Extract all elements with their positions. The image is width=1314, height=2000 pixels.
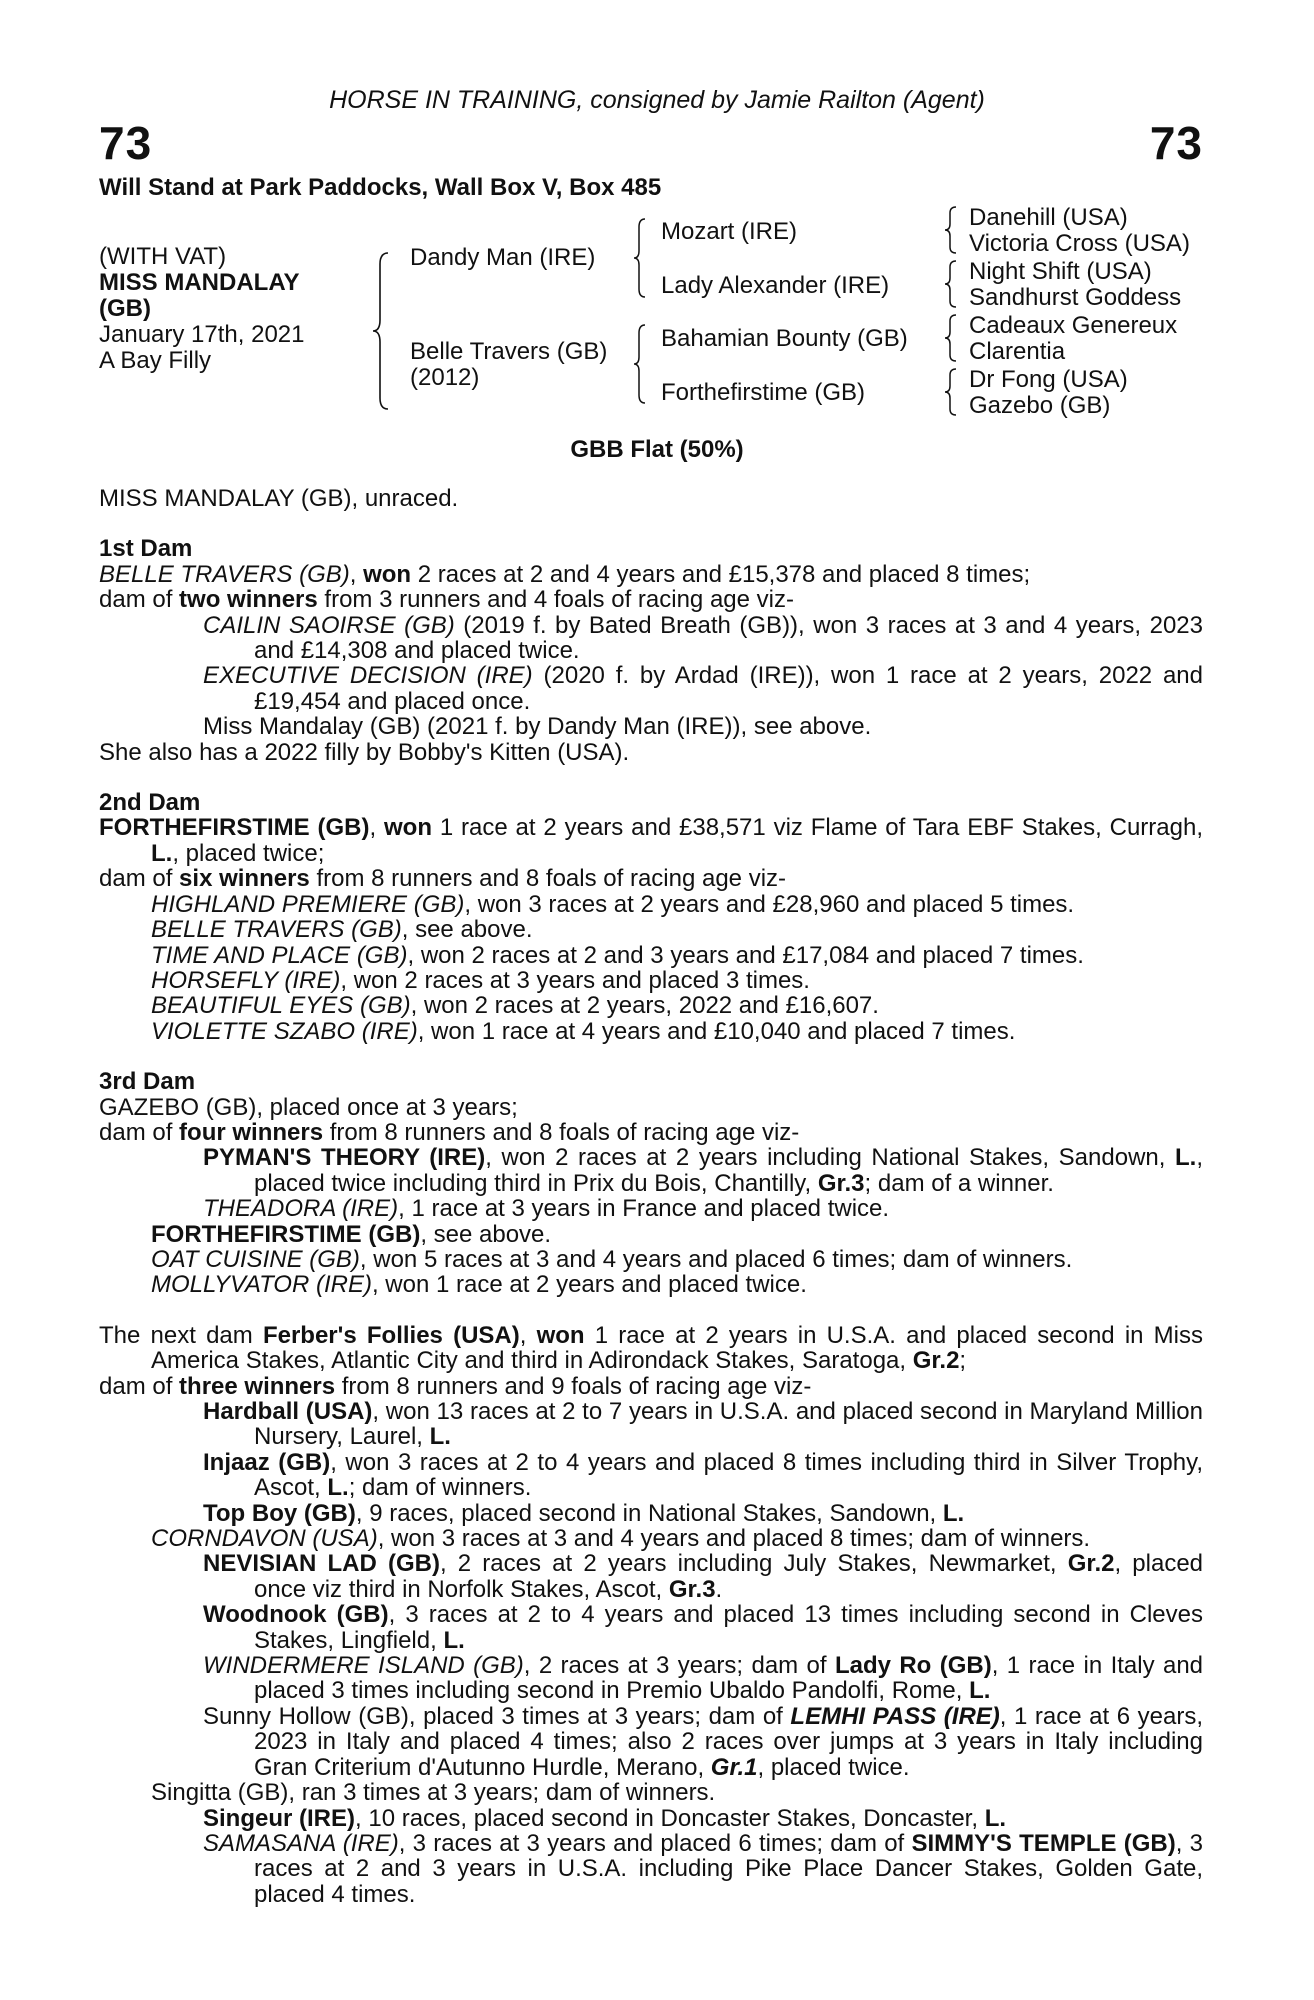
list-item: TIME AND PLACE (GB), won 2 races at 2 and 3 years and £17,084 and placed 7 times. bbox=[151, 941, 1084, 969]
dam-name: BELLE TRAVERS (GB) bbox=[99, 560, 350, 588]
second-dam-produce: dam of six winners from 8 runners and 8 foals of racing age viz- bbox=[99, 865, 787, 893]
list-item: Singitta (GB), ran 3 times at 3 years; dam of winners. bbox=[151, 1779, 716, 1807]
pedigree-dam-year: (2012) bbox=[410, 364, 480, 391]
pedigree-sire-dam: Lady Alexander (IRE) bbox=[661, 272, 890, 299]
next-dam-record: The next dam Ferber's Follies (USA), won 1 race at 2 years in U.S.A. and placed second in Miss America Stakes, Atlantic City and third in Adirondack Stakes, Saratoga, Gr.2; bbox=[99, 1321, 1204, 1375]
list-item: BELLE TRAVERS (GB), see above. bbox=[151, 916, 533, 944]
list-item: PYMAN'S THEORY (IRE), won 2 races at 2 years including National Stakes, Sandown, L., placed twice including third in Prix du Bois, Chantilly, Gr.3; dam of a winner. bbox=[203, 1144, 1203, 1197]
horse-name-suffix: (GB) bbox=[99, 295, 151, 322]
foaling-date: January 17th, 2021 bbox=[99, 321, 305, 348]
list-item: NEVISIAN LAD (GB), 2 races at 2 years including July Stakes, Newmarket, Gr.2, placed once viz third in Norfolk Stakes, Ascot, Gr.3. bbox=[203, 1550, 1204, 1603]
horse-name: MISS MANDALAY bbox=[99, 269, 300, 296]
second-dam-record: FORTHEFIRSTIME (GB), won 1 race at 2 years and £38,571 viz Flame of Tara EBF Stakes, Curragh, L., placed twice; bbox=[99, 814, 1203, 867]
first-dam-produce: dam of two winners from 3 runners and 4 foals of racing age viz- bbox=[99, 586, 794, 614]
pedigree-brace-dam bbox=[632, 322, 648, 406]
list-item: HORSEFLY (IRE), won 2 races at 3 years and placed 3 times. bbox=[151, 966, 810, 994]
stand-location: Will Stand at Park Paddocks, Wall Box V, Box 485 bbox=[99, 174, 662, 201]
third-dam-heading: 3rd Dam bbox=[99, 1068, 196, 1096]
list-item: EXECUTIVE DECISION (IRE) (2020 f. by Ardad (IRE)), won 1 race at 2 years, 2022 and £19,454 and placed once. bbox=[203, 662, 1204, 715]
pedigree-brace-g12 bbox=[943, 204, 959, 256]
pedigree-brace-main bbox=[370, 250, 392, 412]
list-item: Hardball (USA), won 13 races at 2 to 7 years in U.S.A. and placed second in Maryland Million Nursery, Laurel, L. bbox=[203, 1398, 1203, 1451]
pedigree-g6: Clarentia bbox=[969, 338, 1066, 365]
pedigree-dam bbox=[410, 339, 607, 391]
third-dam-record: GAZEBO (GB), placed once at 3 years; bbox=[99, 1093, 518, 1121]
third-dam-produce: dam of four winners from 8 runners and 8 foals of racing age viz- bbox=[99, 1118, 800, 1146]
list-item: Woodnook (GB), 3 races at 2 to 4 years and placed 13 times including second in Cleves Stakes, Lingfield, L. bbox=[203, 1601, 1203, 1654]
list-item: CORNDAVON (USA), won 3 races at 3 and 4 years and placed 8 times; dam of winners. bbox=[151, 1525, 1091, 1553]
list-item: She also has a 2022 filly by Bobby's Kitten (USA). bbox=[99, 738, 630, 766]
next-dam-produce: dam of three winners from 8 runners and 9 foals of racing age viz- bbox=[99, 1372, 812, 1400]
pedigree-brace-g34 bbox=[943, 258, 959, 310]
pedigree-brace-sire bbox=[632, 216, 648, 300]
vat-note: (WITH VAT) bbox=[99, 243, 227, 270]
pedigree-notes bbox=[99, 486, 1203, 1907]
list-item: VIOLETTE SZABO (IRE), won 1 race at 4 years and £10,040 and placed 7 times. bbox=[151, 1017, 1016, 1045]
pedigree-dam-dam: Forthefirstime (GB) bbox=[661, 379, 866, 406]
second-dam-heading: 2nd Dam bbox=[99, 789, 201, 817]
list-item: THEADORA (IRE), 1 race at 3 years in France and placed twice. bbox=[203, 1195, 890, 1223]
list-item: Miss Mandalay (GB) (2021 f. by Dandy Man (IRE)), see above. bbox=[203, 713, 872, 741]
pedigree-sire: Dandy Man (IRE) bbox=[410, 244, 596, 271]
list-item: CAILIN SAOIRSE (GB) (2019 f. by Bated Breath (GB)), won 3 races at 3 and 4 years, 2023 and £14,308 and placed twice. bbox=[203, 611, 1203, 665]
pedigree-g7: Dr Fong (USA) bbox=[969, 366, 1128, 393]
catalogue-header: HORSE IN TRAINING, consigned by Jamie Railton (Agent) bbox=[329, 86, 985, 114]
pedigree-dam-name: Belle Travers (GB) bbox=[410, 338, 608, 365]
first-dam-record: BELLE TRAVERS (GB), won 2 races at 2 and 4 years and £15,378 and placed 8 times; bbox=[99, 560, 1031, 588]
pedigree-g3: Night Shift (USA) bbox=[969, 258, 1152, 285]
list-item: BEAUTIFUL EYES (GB), won 2 races at 2 years, 2022 and £16,607. bbox=[151, 992, 879, 1020]
list-item: OAT CUISINE (GB), won 5 races at 3 and 4 years and placed 6 times; dam of winners. bbox=[151, 1245, 1073, 1273]
pedigree-sire-sire: Mozart (IRE) bbox=[661, 218, 798, 245]
list-item: Top Boy (GB), 9 races, placed second in National Stakes, Sandown, L. bbox=[203, 1499, 965, 1527]
pedigree-g1: Danehill (USA) bbox=[969, 204, 1128, 231]
list-item: Sunny Hollow (GB), placed 3 times at 3 years; dam of LEMHI PASS (IRE), 1 race at 6 years, 2023 in Italy and placed 4 times; also 2 races over jumps at 3 years in Italy including Gran Criterium d'Autunno Hurdle, Merano, Gr.1, placed twice. bbox=[203, 1702, 1204, 1781]
section-label: GBB Flat (50%) bbox=[570, 436, 744, 463]
list-item: FORTHEFIRSTIME (GB), see above. bbox=[151, 1220, 552, 1248]
horse-description: A Bay Filly bbox=[99, 347, 212, 374]
horse-identity bbox=[99, 244, 305, 374]
pedigree-g5: Cadeaux Genereux bbox=[969, 312, 1178, 339]
unraced-note: MISS MANDALAY (GB), unraced. bbox=[99, 485, 459, 512]
lot-number-right: 73 bbox=[1149, 117, 1203, 169]
pedigree-brace-g78 bbox=[943, 366, 959, 418]
list-item: Singeur (IRE), 10 races, placed second in Doncaster Stakes, Doncaster, L. bbox=[203, 1804, 1007, 1832]
pedigree-dam-sire: Bahamian Bounty (GB) bbox=[661, 325, 908, 352]
list-item: MOLLYVATOR (IRE), won 1 race at 2 years and placed twice. bbox=[151, 1271, 807, 1299]
pedigree-g2: Victoria Cross (USA) bbox=[969, 230, 1190, 257]
first-dam-heading: 1st Dam bbox=[99, 535, 193, 563]
pedigree-g4: Sandhurst Goddess bbox=[969, 284, 1182, 311]
pedigree-brace-g56 bbox=[943, 312, 959, 364]
list-item: WINDERMERE ISLAND (GB), 2 races at 3 years; dam of Lady Ro (GB), 1 race in Italy and placed 3 times including second in Premio Ubaldo Pandolfi, Rome, L. bbox=[203, 1652, 1204, 1705]
list-item: Injaaz (GB), won 3 races at 2 to 4 years and placed 8 times including third in Silver Trophy, Ascot, L.; dam of winners. bbox=[203, 1448, 1204, 1502]
list-item: HIGHLAND PREMIERE (GB), won 3 races at 2 years and £28,960 and placed 5 times. bbox=[151, 890, 1075, 918]
list-item: SAMASANA (IRE), 3 races at 3 years and placed 6 times; dam of SIMMY'S TEMPLE (GB), 3 races at 2 and 3 years in U.S.A. including Pike Place Dancer Stakes, Golden Gate, placed 4 times. bbox=[203, 1829, 1204, 1908]
pedigree-g8: Gazebo (GB) bbox=[969, 392, 1111, 419]
lot-number-left: 73 bbox=[99, 117, 153, 169]
